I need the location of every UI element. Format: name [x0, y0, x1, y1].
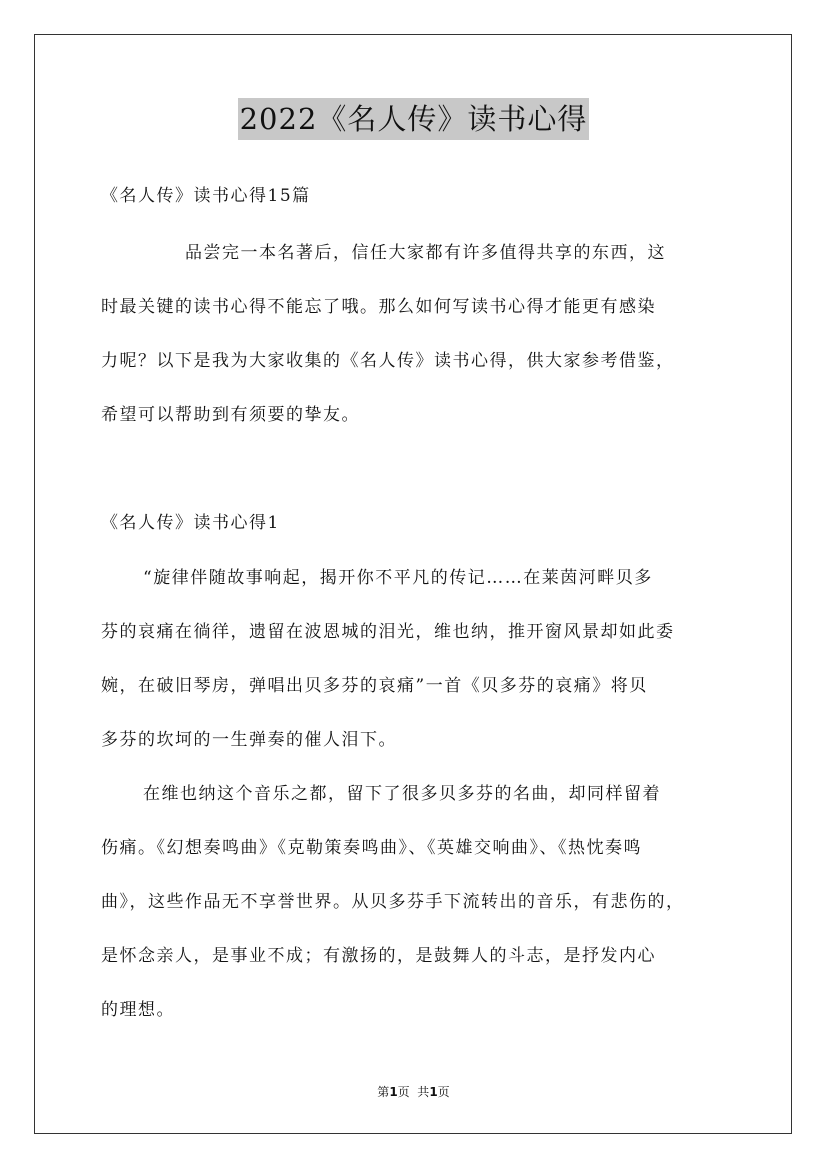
intro-line-2: 时最关键的读书心得不能忘了哦。那么如何写读书心得才能更有感染 [101, 297, 656, 317]
paragraph2-line-3: 曲》，这些作品无不享誉世界。从贝多芬手下流转出的音乐，有悲伤的， [101, 892, 685, 912]
footer-suffix: 页 [437, 1085, 450, 1099]
intro-line-4: 希望可以帮助到有须要的挚友。 [101, 405, 360, 425]
page-footer [0, 1083, 827, 1100]
footer-mid: 页 共 [397, 1085, 430, 1099]
footer-page-total: 1 [429, 1085, 438, 1099]
paragraph2-line-2: 伤痛。《幻想奏鸣曲》《克勒策奏鸣曲》、《英雄交响曲》、《热忱奏鸣 [101, 838, 642, 858]
paragraph1-line-2: 芬的哀痛在徜徉，遗留在波恩城的泪光，维也纳，推开窗风景却如此委 [101, 622, 675, 642]
subtitle: 《名人传》读书心得15篇 [101, 186, 311, 206]
footer-page-current: 1 [389, 1085, 398, 1099]
section-heading: 《名人传》读书心得1 [101, 513, 280, 533]
title-container [0, 98, 827, 140]
paragraph1-line-3: 婉，在破旧琴房，弹唱出贝多芬的哀痛”一首《贝多芬的哀痛》将贝 [101, 676, 648, 696]
paragraph1-line-1: “旋律伴随故事响起，揭开你不平凡的传记……在莱茵河畔贝多 [143, 568, 653, 588]
intro-line-1: 品尝完一本名著后，信任大家都有许多值得共享的东西，这 [185, 243, 666, 263]
paragraph1-line-4: 多芬的坎坷的一生弹奏的催人泪下。 [101, 730, 397, 750]
paragraph2-line-4: 是怀念亲人，是事业不成；有激扬的，是鼓舞人的斗志，是抒发内心 [101, 946, 656, 966]
footer-prefix: 第 [377, 1085, 390, 1099]
paragraph2-line-1: 在维也纳这个音乐之都，留下了很多贝多芬的名曲，却同样留着 [143, 784, 661, 804]
document-title: 2022《名人传》读书心得 [238, 98, 590, 140]
intro-line-3: 力呢？以下是我为大家收集的《名人传》读书心得，供大家参考借鉴， [101, 351, 675, 371]
paragraph2-line-5: 的理想。 [101, 1000, 175, 1020]
